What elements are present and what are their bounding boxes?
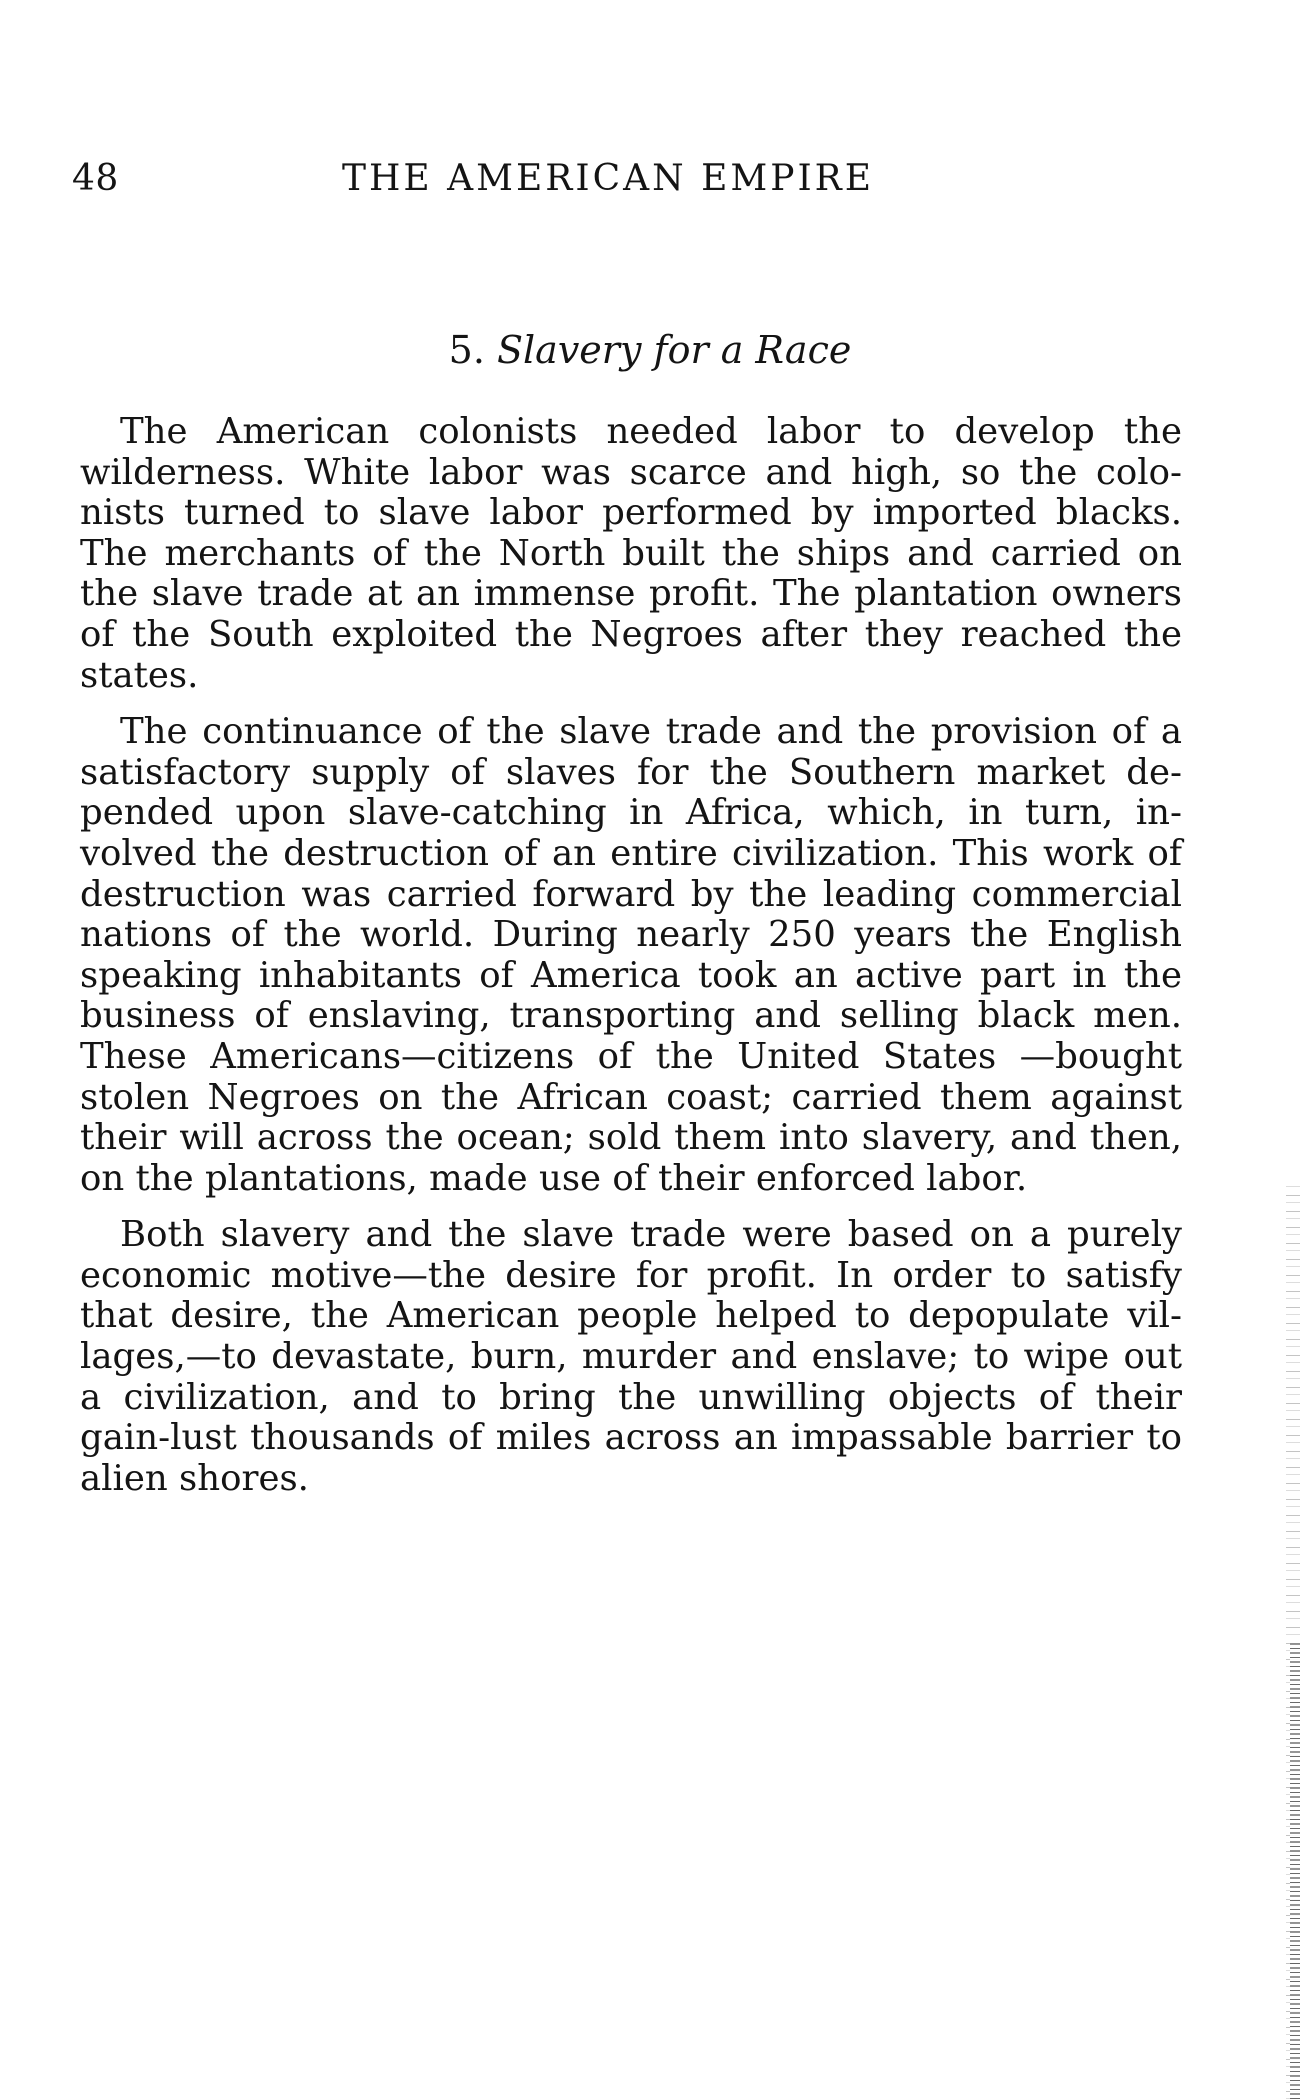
paragraph-2: The continuance of the slave trade and the provision of a satisfactory supply of slaves for the Southern market depended upon slave-catching in Africa, which, in turn, involved the destruction of an entire civilization. This work of destruction was carried forward by the leading commercial nations of the world. During nearly 250 years the English speaking inhabitants of America took an active part in the business of enslaving, transporting and selling black men. These Americans—citizens of the United States —bought stolen Negroes on the African coast; carried them against their will across the ocean; sold them into slavery, and then, on the plantations, made use of their enforced labor. (80, 711, 1182, 1199)
paragraph-3: Both slavery and the slave trade were based on a purely economic motive—the desire for profit. In order to satisfy that desire, the American people helped to depopulate villages,—to devastate, burn, murder and enslave; to wipe out a civilization, and to bring the unwilling objects of their gain-lust thousands of miles across an impassable barrier to alien shores. (80, 1214, 1182, 1499)
section-title-text: Slavery for a Race (497, 328, 852, 372)
page-number: 48 (72, 158, 119, 199)
paragraph-1: The American colonists needed labor to develop the wilderness. White labor was scarce and high, so the colonists turned to slave labor performed by imported blacks. The merchants of the North built the ships and carried on the slave trade at an immense profit. The plantation owners of the South exploited the Negroes after they reached the states. (80, 411, 1182, 696)
page-edge-scan-artifact-dark (1290, 1640, 1300, 2100)
page-header (72, 158, 1182, 208)
section-title (0, 328, 1300, 372)
section-number: 5. (448, 328, 485, 372)
running-head: THE AMERICAN EMPIRE (342, 158, 875, 199)
body-text (80, 412, 1182, 1515)
